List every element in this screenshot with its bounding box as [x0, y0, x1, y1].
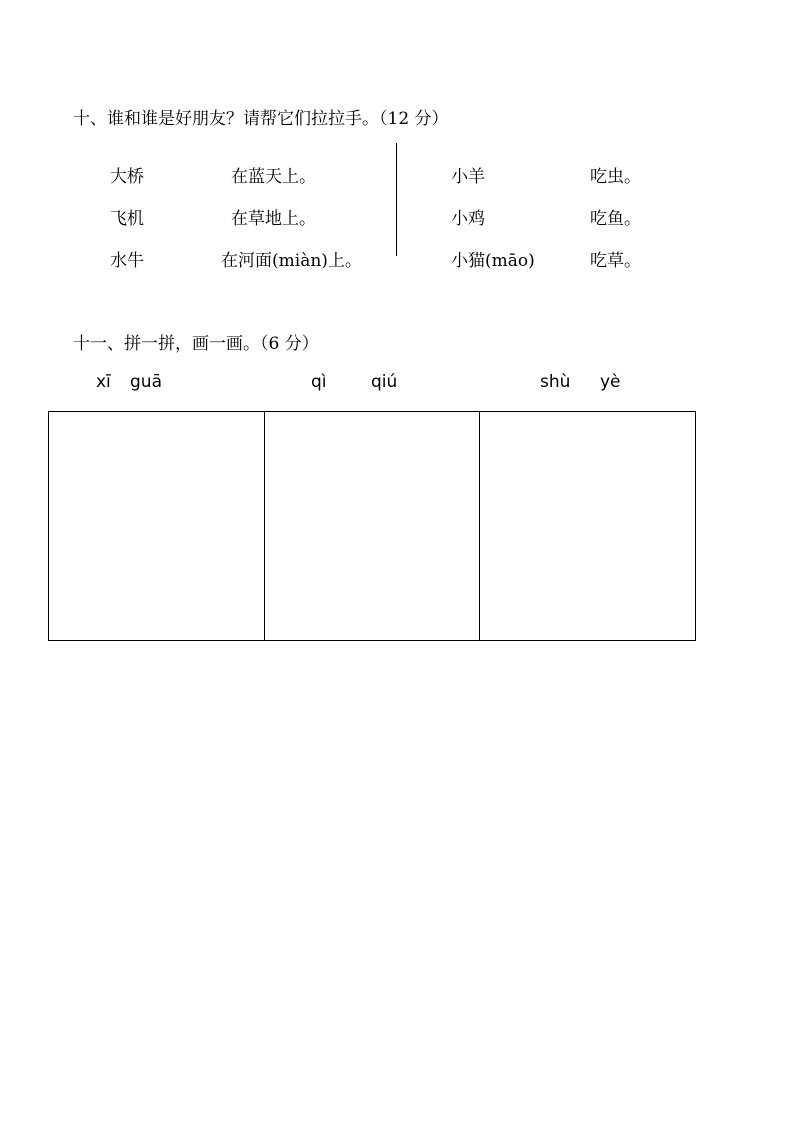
right-subject-2: 小鸡 [451, 209, 485, 229]
left-place-1: 在蓝天上。 [231, 167, 316, 187]
left-place-2: 在草地上。 [231, 209, 316, 229]
pinyin-3-a: shù [540, 372, 571, 392]
section-10-title: 十、谁和谁是好朋友？请帮它们拉拉手。（12 分） [73, 109, 449, 129]
drawing-box-2[interactable] [264, 412, 480, 640]
right-subject-3: 小猫(māo) [451, 251, 535, 271]
left-subject-3: 水牛 [110, 251, 144, 271]
right-action-1: 吃虫。 [590, 167, 641, 187]
drawing-box-1[interactable] [49, 412, 264, 640]
left-place-3: 在河面(miàn)上。 [221, 251, 362, 271]
left-subject-2: 飞机 [110, 209, 144, 229]
right-action-3: 吃草。 [590, 251, 641, 271]
pinyin-3-b: yè [600, 372, 621, 392]
pinyin-1-b: guā [130, 372, 162, 392]
right-subject-1: 小羊 [451, 167, 485, 187]
left-subject-1: 大桥 [110, 167, 144, 187]
pinyin-2-a: qì [311, 372, 327, 392]
column-divider [396, 143, 397, 256]
drawing-box-3[interactable] [479, 412, 695, 640]
pinyin-1-a: xī [96, 372, 111, 392]
pinyin-2-b: qiú [371, 372, 398, 392]
section-11-title: 十一、拼一拼，画一画。（6 分） [73, 334, 319, 354]
drawing-grid [48, 411, 696, 641]
right-action-2: 吃鱼。 [590, 209, 641, 229]
